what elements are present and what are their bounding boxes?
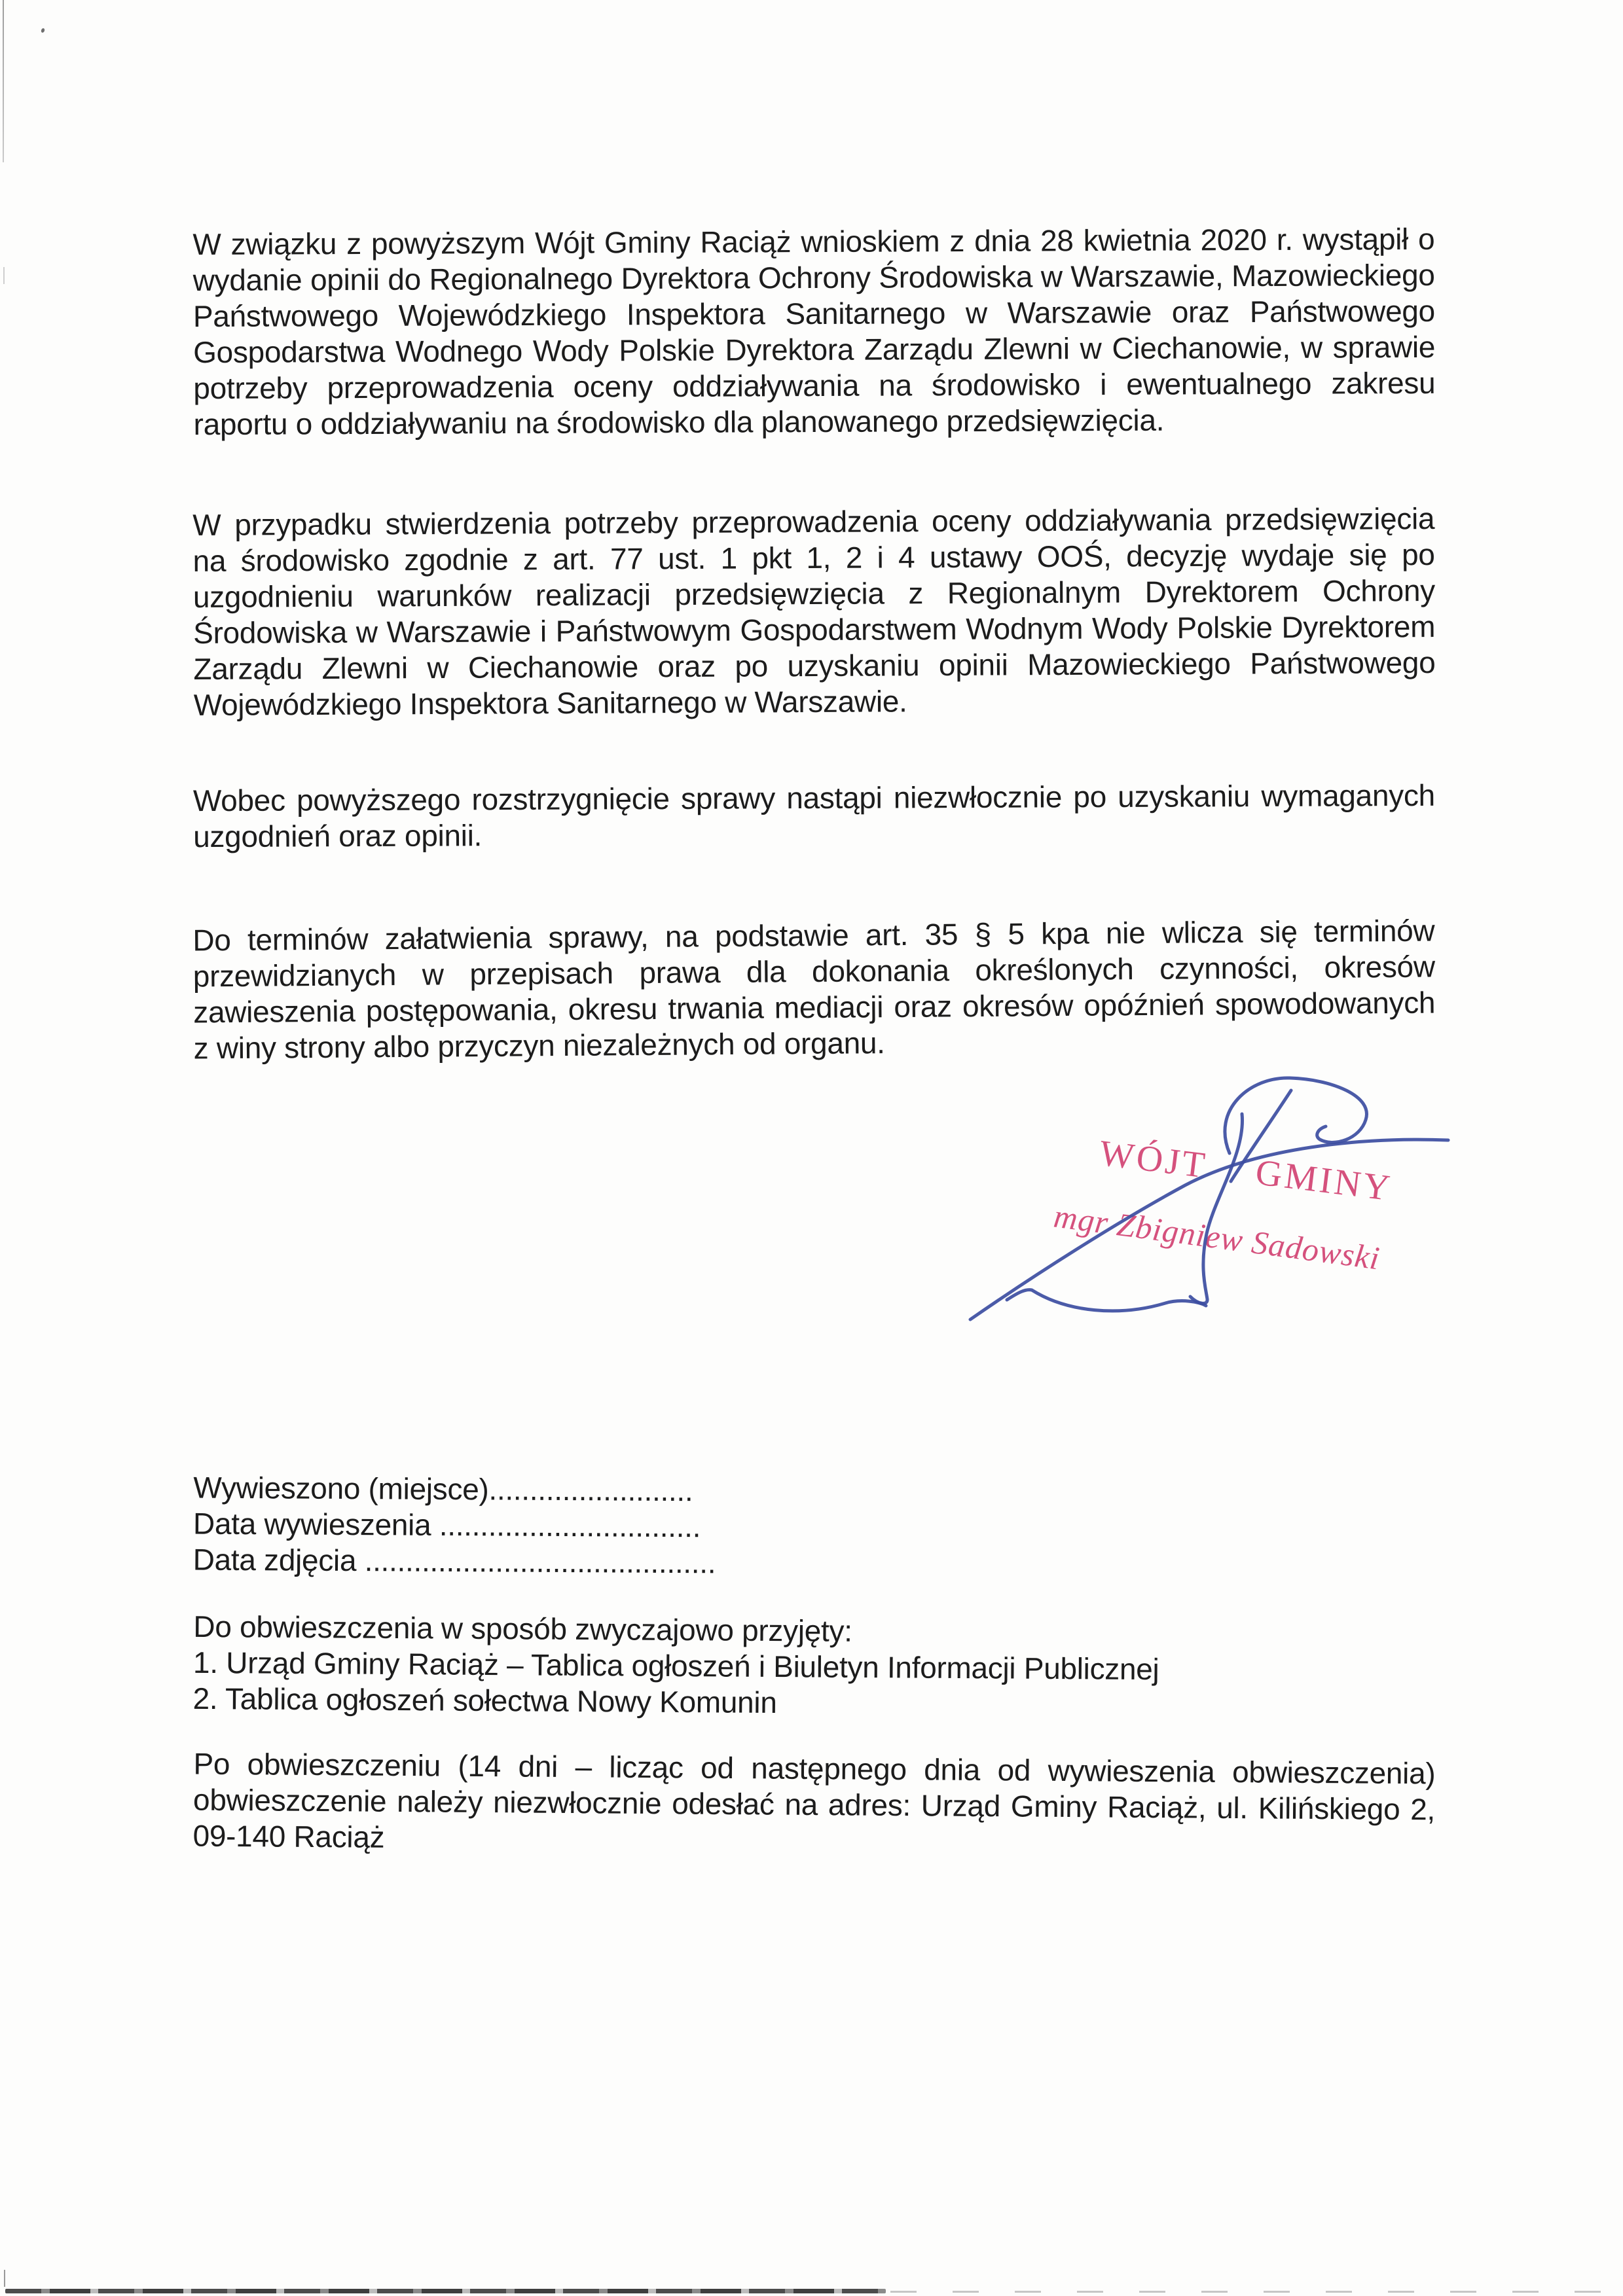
scan-speck-top-left [41,27,45,33]
announcement-item-2: 2. Tablica ogłoszeń sołectwa Nowy Komunin [192,1681,777,1720]
paragraph-return-instruction: Po obwieszczeniu (14 dni – licząc od następnego dnia od wywieszenia obwieszczenia) obwieszczenie należy niezwłocznie odesłać na adres: Urząd Gminy Raciąż, ul. Kilińskiego 2, 09-140 Raciąż [192,1746,1436,1854]
handwritten-signature-ink [903,1037,1457,1355]
scan-artifact-left-edge-bottom [4,2270,5,2287]
paragraph-request-for-opinions: W związku z powyższym Wójt Gminy Raciąż wnioskiem z dnia 28 kwietnia 2020 r. wystąpił o wydanie opinii do Regionalnego Dyrektora Ochrony Środowiska w Warszawie, Mazowieckiego Państwowego Wojewódzkiego Inspektora Sanitarnego w Warszawie oraz Państwowego Gospodarstwa Wodnego Wody Polskie Dyrektora Zarządu Zlewni w Ciechanowie, w sprawie potrzeby przeprowadzenia oceny oddziaływania na środowisko i ewentualnego zakresu raportu o oddziaływaniu na środowisko dla planowanego przedsięwzięcia. [192,221,1436,442]
posting-place-line: Wywieszono (miejsce)......................... [193,1470,693,1508]
announcement-heading: Do obwieszczenia w sposób zwyczajowo przyjęty: [193,1609,852,1648]
scan-artifact-bottom-edge-faint [890,2291,1611,2293]
scan-artifact-bottom-edge [5,2289,886,2293]
announcement-distribution-block [192,1609,1159,1723]
posting-block [193,1470,717,1581]
announcement-item-1: 1. Urząd Gminy Raciąż – Tablica ogłoszeń i Biuletyn Informacji Publicznej [192,1645,1159,1687]
paragraph-case-resolution: Wobec powyższego rozstrzygnięcie sprawy nastąpi niezwłocznie po uzyskaniu wymaganych uzgodnień oraz opinii. [192,778,1435,854]
scan-artifact-left-edge-mid [3,267,5,284]
stamp-office-title: WÓJT GMINY [1097,1132,1395,1210]
paragraph-deadline-rules: Do terminów załatwienia sprawy, na podstawie art. 35 § 5 kpa nie wlicza się terminów przewidzianych w przepisach prawa dla dokonania określonych czynności, okresów zawieszenia postępowania, okresu trwania mediacji oraz okresów opóźnień spowodowanych z winy strony albo przyczyn niezależnych od organu. [192,913,1436,1066]
paragraph-assessment-decision: W przypadku stwierdzenia potrzeby przeprowadzenia oceny oddziaływania przedsięwzięcia na środowisko zgodnie z art. 77 ust. 1 pkt 1, 2 i 4 ustawy OOŚ, decyzję wydaje się po uzgodnieniu warunków realizacji przedsięwzięcia z Regionalnym Dyrektorem Ochrony Środowiska w Warszawie i Państwowym Gospodarstwem Wodnym Wody Polskie Dyrektorem Zarządu Zlewni w Ciechanowie oraz po uzyskaniu opinii Mazowieckiego Państwowego Wojewódzkiego Inspektora Sanitarnego w Warszawie. [192,501,1436,722]
posting-date-up-line: Data wywieszenia ................................ [192,1506,701,1544]
stamp-signer-name: mgr Zbigniew Sadowski [1051,1197,1383,1277]
signature-block [903,1037,1457,1355]
posting-date-down-line: Data zdjęcia ........................................... [192,1542,716,1580]
scan-artifact-left-edge-top [3,0,4,162]
